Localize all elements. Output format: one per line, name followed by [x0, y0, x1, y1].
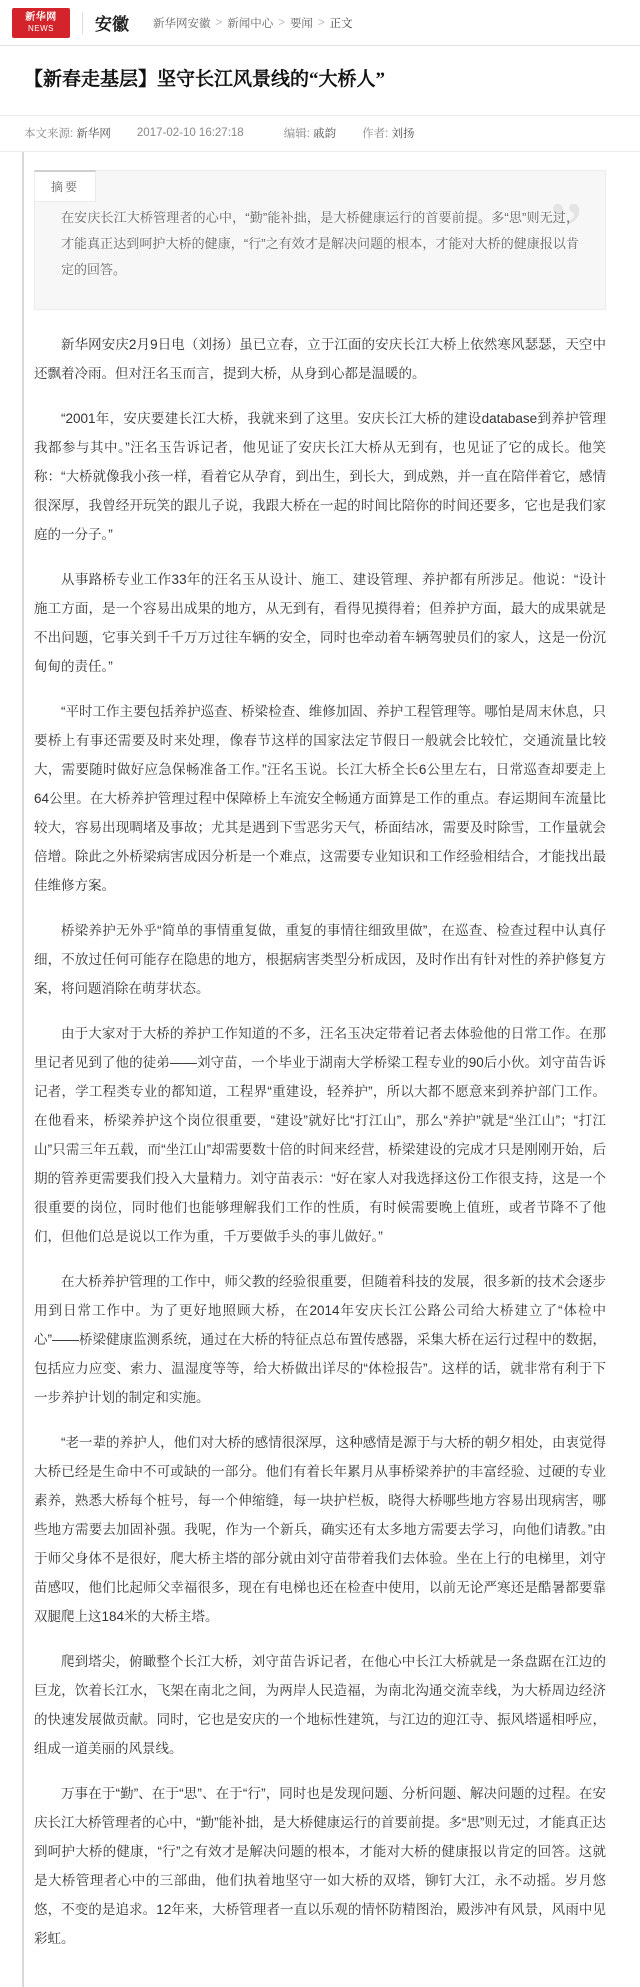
left-rule — [22, 152, 24, 1987]
logo-line1: 新华网 — [25, 13, 57, 23]
article-body-wrap — [0, 152, 640, 1987]
site-header — [0, 0, 640, 46]
paragraph: 在大桥养护管理的工作中，师父教的经验很重要，但随着科技的发展，很多新的技术会逐步用到日常工作中。为了更好地照顾大桥，在2014年安庆长江公路公司给大桥建立了“体检中心”——桥梁健康监测系统，通过在大桥的特征点总布置传感器，采集大桥在运行过程中的数据，包括应力应变、索力、温湿度等等，给大桥做出详尽的“体检报告”。这样的话，就非常有利于下一步养护计划的制定和实施。 — [34, 1267, 606, 1412]
paragraph: 桥梁养护无外乎“简单的事情重复做，重复的事情往细致里做”，在巡查、检查过程中认真仔细，不放过任何可能存在隐患的地方，根据病害类型分析成因，及时作出有针对性的养护修复方案，将问题消除在萌芽状态。 — [34, 916, 606, 1003]
paragraph: 由于大家对于大桥的养护工作知道的不多，汪名玉决定带着记者去体验他的日常工作。在那里记者见到了他的徒弟——刘守苗，一个毕业于湖南大学桥梁工程专业的90后小伙。刘守苗告诉记者，学工程类专业的都知道，工程界“重建设，轻养护”，所以大都不愿意来到养护部门工作。在他看来，桥梁养护这个岗位很重要，“建设”就好比“打江山”，那么“养护”就是“坐江山”；“打江山”只需三年五载，而“坐江山”却需要数十倍的时间来经营，桥梁建设的完成才只是刚刚开始，后期的管养更需要我们投入大量精力。刘守苗表示：“好在家人对我选择这份工作很支持，这是一个很重要的岗位，同时他们也能够理解我们工作的性质，有时候需要晚上值班，或者节降不了他们，但他们总是说以工作为重，千万要做手头的事儿做好。” — [34, 1019, 606, 1251]
logo-line2: NEWS — [28, 25, 54, 33]
summary-box — [34, 170, 606, 310]
meta-editor-value: 戚韵 — [313, 128, 336, 140]
meta-editor-label: 编辑: — [284, 128, 310, 140]
meta-editor — [284, 125, 336, 141]
breadcrumb-sep-2: > — [315, 17, 328, 29]
meta-author-value: 刘扬 — [392, 128, 415, 140]
breadcrumb-sep-0: > — [213, 17, 226, 29]
breadcrumb-sep-1: > — [275, 17, 288, 29]
paragraph: “平时工作主要包括养护巡查、桥梁检查、维修加固、养护工程管理等。哪怕是周末休息，只要桥上有事还需要及时来处理，像春节这样的国家法定节假日一般就会比较忙，交通流量比较大，需要随时做好应急保畅准备工作。”汪名玉说。长江大桥全长6公里左右，日常巡查却要走上64公里。在大桥养护管理过程中保障桥上车流安全畅通方面算是工作的重点。春运期间车流量比较大，容易出现啁堵及事故；尤其是遇到下雪恶劣天气，桥面结冰，需要及时除雪，工作量就会倍增。除此之外桥梁病害成因分析是一个难点，这需要专业知识和工作经验相结合，才能找出最佳维修方案。 — [34, 697, 606, 900]
title-section — [0, 46, 640, 103]
article-meta — [0, 115, 640, 152]
paragraph: 新华网安庆2月9日电（刘扬）虽已立春，立于江面的安庆长江大桥上依然寒风瑟瑟，天空中还飘着冷雨。但对汪名玉而言，提到大桥，从身到心都是温暖的。 — [34, 330, 606, 388]
summary-tag: 摘要 — [34, 170, 96, 202]
header-divider — [82, 12, 83, 34]
breadcrumb-item-2[interactable]: 要闻 — [288, 15, 315, 31]
meta-datetime: 2017-02-10 16:27:18 — [137, 127, 244, 139]
xinhua-logo[interactable] — [12, 8, 70, 38]
breadcrumb — [151, 15, 355, 31]
meta-source — [24, 125, 111, 141]
paragraph: 万事在于“勤”、在于“思”、在于“行”，同时也是发现问题、分析问题、解决问题的过程。在安庆长江大桥管理者的心中，“勤”能补拙，是大桥健康运行的首要前提。多“思”则无过，才能真正达到呵护大桥的健康，“行”之有效才是解决问题的根本，才能对大桥的健康报以肯定的回答。这就是大桥管理者心中的三部曲，他们执着地坚守一如大桥的双塔，铆钉大江，永不动摇。岁月悠悠，不变的是追求。12年来，大桥管理者一直以乐观的情怀防精图治，殿涉冲有风景，风雨中见彩虹。 — [34, 1779, 606, 1953]
breadcrumb-item-1[interactable]: 新闻中心 — [225, 15, 275, 31]
paragraph: “老一辈的养护人，他们对大桥的感情很深厚，这种感情是源于与大桥的朝夕相处，由衷觉得大桥已经是生命中不可或缺的一部分。他们有着长年累月从事桥梁养护的丰富经验、过硬的专业素养，熟悉大桥每个桩号，每一个伸缩缝，每一块护栏板，晓得大桥哪些地方容易出现病害，哪些地方需要去加固补强。我呢，作为一个新兵，确实还有太多地方需要去学习，向他们请教。”由于师父身体不是很好，爬大桥主塔的部分就由刘守苗带着我们去体验。坐在上行的电梯里，刘守苗感叹，他们比起师父幸福很多，现在有电梯也还在检查中使用，以前无论严寒还是酷暑都要靠双腿爬上这184米的大桥主塔。 — [34, 1428, 606, 1631]
breadcrumb-item-3: 正文 — [328, 15, 355, 31]
meta-source-label: 本文来源: — [24, 128, 73, 140]
quote-icon: ” — [548, 199, 583, 261]
breadcrumb-item-0[interactable]: 新华网安徽 — [151, 15, 213, 31]
summary-text: 在安庆长江大桥管理者的心中，“勤”能补拙，是大桥健康运行的首要前提。多“思”则无过，才能真正达到呵护大桥的健康，“行”之有效才是解决问题的根本，才能对大桥的健康报以肯定的回答。 — [61, 205, 579, 283]
article-body — [0, 152, 640, 1987]
meta-author — [362, 125, 414, 141]
paragraph: “2001年，安庆要建长江大桥，我就来到了这里。安庆长江大桥的建设database到养护管理我都参与其中。”汪名玉告诉记者，他见证了安庆长江大桥从无到有，也见证了它的成长。他笑称：“大桥就像我小孩一样，看着它从孕育，到出生，到长大，到成熟，并一直在陪伴着它，感情很深厚，我曾经开玩笑的跟儿子说，我跟大桥在一起的时间比陪你的时间还要多，它也是我们家庭的一分子。” — [34, 404, 606, 549]
meta-author-label: 作者: — [362, 128, 388, 140]
province-label: 安徽 — [95, 10, 129, 35]
page-title: 【新春走基层】坚守长江风景线的“大桥人” — [24, 66, 616, 95]
paragraph: 从事路桥专业工作33年的汪名玉从设计、施工、建设管理、养护都有所涉足。他说：“设计施工方面，是一个容易出成果的地方，从无到有，看得见摸得着；但养护方面，最大的成果就是不出问题，它事关到千千万万过往车辆的安全，同时也牵动着车辆驾驶员们的家人，这是一份沉甸甸的责任。” — [34, 565, 606, 681]
paragraph: 爬到塔尖，俯瞰整个长江大桥，刘守苗告诉记者，在他心中长江大桥就是一条盘踞在江边的巨龙，饮着长江水，飞架在南北之间，为两岸人民造福，为南北沟通交流幸线，为大桥周边经济的快速发展做贡献。同时，它也是安庆的一个地标性建筑，与江边的迎江寺、振风塔遥相呼应，组成一道美丽的风景线。 — [34, 1647, 606, 1763]
meta-source-value: 新华网 — [76, 128, 111, 140]
